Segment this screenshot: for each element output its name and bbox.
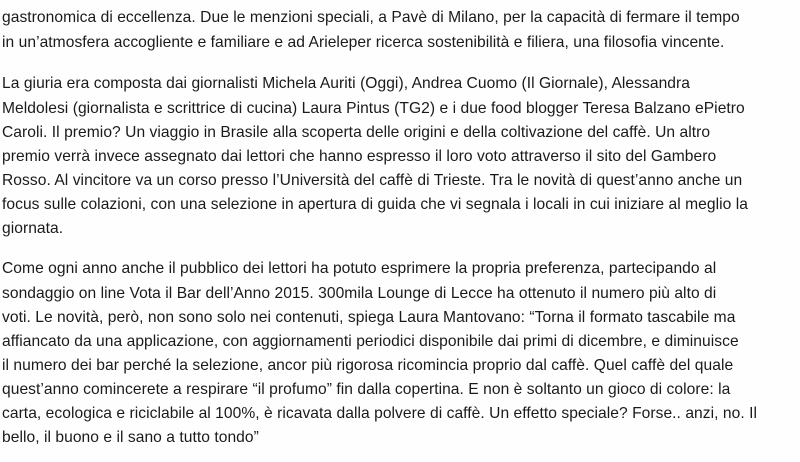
text-line: Meldolesi (giornalista e scrittrice di cucina) Laura Pintus (TG2) e i due food blogger Teresa Balzano ePietro — [2, 100, 745, 117]
text-line: Come ogni anno anche il pubblico dei lettori ha potuto esprimere la propria preferenza, partecipando al — [2, 260, 717, 277]
text-line: quest’anno comincerete a respirare “il profumo” fin dalla copertina. E non è soltanto un gioco di colore: la — [2, 381, 731, 398]
text-line: La giuria era composta dai giornalisti Michela Auriti (Oggi), Andrea Cuomo (Il Giornale), Alessandra — [2, 75, 690, 92]
text-line: voti. Le novità, però, non sono solo nei contenuti, spiega Laura Mantovano: “Torna il formato tascabile ma — [2, 309, 736, 326]
text-line: focus sulle colazioni, con una selezione in apertura di guida che vi segnala i locali in cui iniziare al meglio la — [2, 196, 748, 213]
text-line: affiancato da una applicazione, con aggiornamenti periodici disponibile dai primi di dicembre, e diminuisce — [2, 333, 739, 350]
text-line: in un’atmosfera accogliente e familiare e ad Arieleper ricerca sostenibilità e filiera, una filosofia vincente. — [2, 34, 725, 51]
text-line: Rosso. Al vincitore va un corso presso l’Università del caffè di Trieste. Tra le novità di quest’anno anche un — [2, 172, 743, 189]
text-line: il numero dei bar perché la selezione, ancor più rigorosa ricomincia proprio dal caffè. Quel caffè del quale — [2, 357, 734, 374]
text-line: premio verrà invece assegnato dai lettori che hanno espresso il loro voto attraverso il sito del Gambero — [2, 148, 717, 165]
text-line: giornata. — [2, 220, 64, 237]
text-line: carta, ecologica e riciclabile al 100%, è ricavata dalla polvere di caffè. Un effetto speciale? Forse.. anzi, no. Il — [2, 405, 757, 422]
text-line: Caroli. Il premio? Un viaggio in Brasile alla scoperta delle origini e della coltivazione del caffè. Un altro — [2, 124, 711, 141]
text-line: gastronomica di eccellenza. Due le menzioni speciali, a Pavè di Milano, per la capacità di fermare il tempo — [2, 9, 740, 26]
text-line: sondaggio on line Vota il Bar dell’Anno 2015. 300mila Lounge di Lecce ha ottenuto il numero più alto di — [2, 285, 717, 302]
text-line: bello, il buono e il sano a tutto tondo” — [2, 429, 259, 446]
